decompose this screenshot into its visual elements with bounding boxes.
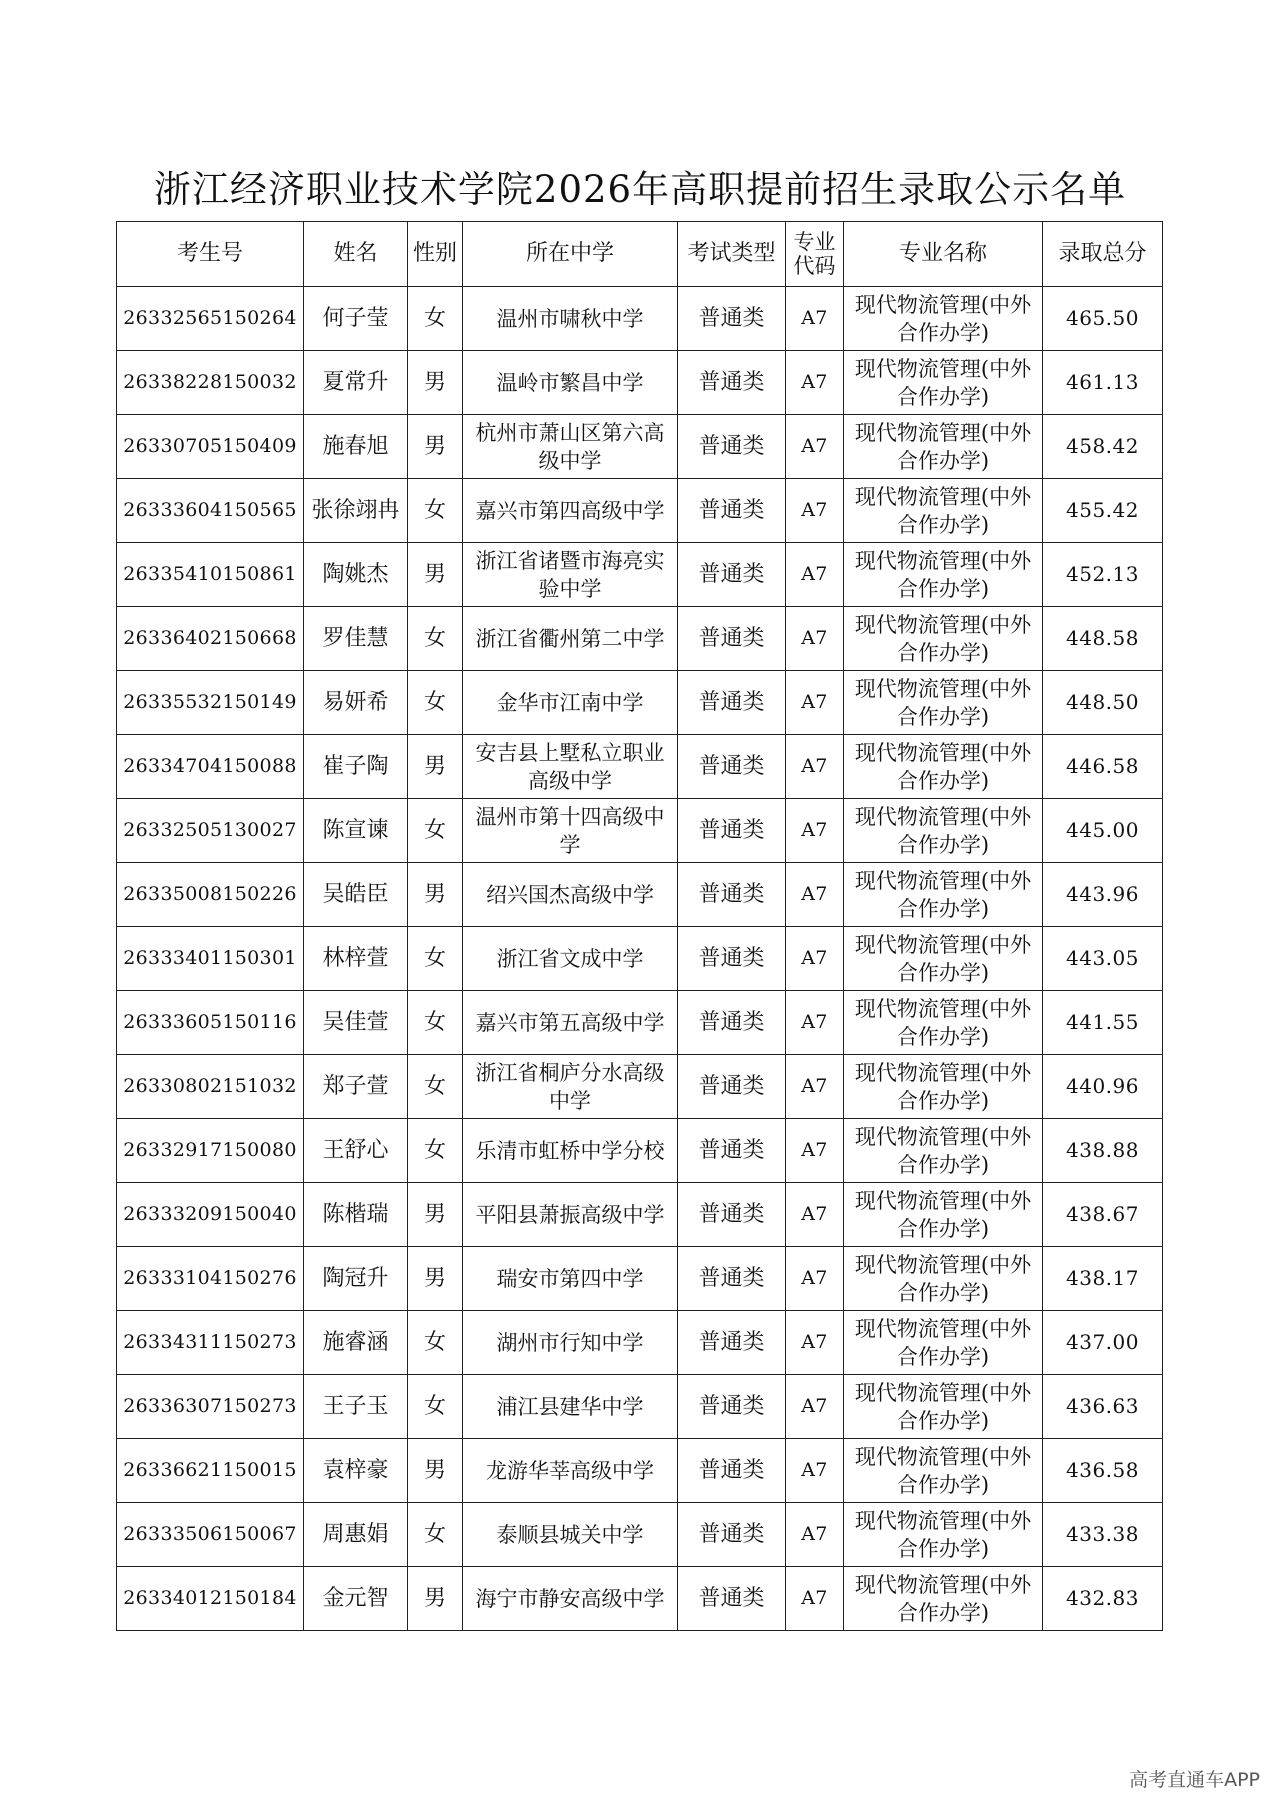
exam-number-cell: 26333209150040: [117, 1183, 304, 1247]
exam-type-cell: 普通类: [678, 607, 786, 671]
gender-cell: 女: [408, 799, 463, 863]
major-name-cell: 现代物流管理(中外合作办学): [844, 927, 1043, 991]
name-cell: 王舒心: [304, 1119, 408, 1183]
table-row: [117, 543, 1163, 607]
gender-cell: 男: [408, 1439, 463, 1503]
major-name-cell: 现代物流管理(中外合作办学): [844, 799, 1043, 863]
school-cell: 海宁市静安高级中学: [463, 1567, 678, 1631]
exam-type-cell: 普通类: [678, 543, 786, 607]
total-score-cell: 443.96: [1043, 863, 1163, 927]
name-cell: 周惠娟: [304, 1503, 408, 1567]
name-cell: 陶冠升: [304, 1247, 408, 1311]
major-name-cell: 现代物流管理(中外合作办学): [844, 863, 1043, 927]
exam-type-cell: 普通类: [678, 671, 786, 735]
exam-type-cell: 普通类: [678, 1503, 786, 1567]
major-code-cell: A7: [786, 479, 844, 543]
exam-number-cell: 26335410150861: [117, 543, 304, 607]
total-score-cell: 452.13: [1043, 543, 1163, 607]
school-cell: 泰顺县城关中学: [463, 1503, 678, 1567]
school-cell: 温州市啸秋中学: [463, 287, 678, 351]
admission-table: [116, 221, 1163, 1631]
exam-number-cell: 26335532150149: [117, 671, 304, 735]
school-cell: 浦江县建华中学: [463, 1375, 678, 1439]
major-name-cell: 现代物流管理(中外合作办学): [844, 607, 1043, 671]
table-row: [117, 991, 1163, 1055]
school-cell: 嘉兴市第四高级中学: [463, 479, 678, 543]
school-cell: 乐清市虹桥中学分校: [463, 1119, 678, 1183]
exam-type-cell: 普通类: [678, 1055, 786, 1119]
name-cell: 施春旭: [304, 415, 408, 479]
major-code-cell: A7: [786, 735, 844, 799]
gender-cell: 男: [408, 351, 463, 415]
exam-number-cell: 26334704150088: [117, 735, 304, 799]
exam-type-cell: 普通类: [678, 1247, 786, 1311]
school-cell: 嘉兴市第五高级中学: [463, 991, 678, 1055]
school-cell: 平阳县萧振高级中学: [463, 1183, 678, 1247]
major-name-cell: 现代物流管理(中外合作办学): [844, 991, 1043, 1055]
table-row: [117, 287, 1163, 351]
gender-cell: 男: [408, 863, 463, 927]
name-cell: 张徐翊冉: [304, 479, 408, 543]
exam-type-cell: 普通类: [678, 1567, 786, 1631]
major-name-cell: 现代物流管理(中外合作办学): [844, 287, 1043, 351]
table-row: [117, 607, 1163, 671]
table-row: [117, 735, 1163, 799]
table-row: [117, 479, 1163, 543]
gender-cell: 女: [408, 1503, 463, 1567]
gender-cell: 女: [408, 1119, 463, 1183]
school-cell: 浙江省文成中学: [463, 927, 678, 991]
exam-number-cell: 26330802151032: [117, 1055, 304, 1119]
name-cell: 罗佳慧: [304, 607, 408, 671]
name-cell: 吴皓臣: [304, 863, 408, 927]
name-cell: 金元智: [304, 1567, 408, 1631]
name-cell: 林梓萱: [304, 927, 408, 991]
school-cell: 浙江省诸暨市海亮实验中学: [463, 543, 678, 607]
gender-cell: 男: [408, 735, 463, 799]
exam-type-cell: 普通类: [678, 927, 786, 991]
major-name-cell: 现代物流管理(中外合作办学): [844, 1055, 1043, 1119]
major-code-cell: A7: [786, 1311, 844, 1375]
header-exam-type: 考试类型: [678, 222, 786, 287]
major-name-cell: 现代物流管理(中外合作办学): [844, 415, 1043, 479]
major-code-cell: A7: [786, 927, 844, 991]
major-name-cell: 现代物流管理(中外合作办学): [844, 351, 1043, 415]
major-name-cell: 现代物流管理(中外合作办学): [844, 1119, 1043, 1183]
major-code-cell: A7: [786, 415, 844, 479]
exam-type-cell: 普通类: [678, 863, 786, 927]
name-cell: 陈宣谏: [304, 799, 408, 863]
gender-cell: 女: [408, 1375, 463, 1439]
major-name-cell: 现代物流管理(中外合作办学): [844, 1375, 1043, 1439]
table-row: [117, 415, 1163, 479]
gender-cell: 女: [408, 479, 463, 543]
name-cell: 王子玉: [304, 1375, 408, 1439]
major-code-cell: A7: [786, 991, 844, 1055]
page-title: 浙江经济职业技术学院2026年高职提前招生录取公示名单: [153, 168, 1127, 211]
exam-type-cell: 普通类: [678, 479, 786, 543]
major-code-cell: A7: [786, 1055, 844, 1119]
major-name-cell: 现代物流管理(中外合作办学): [844, 479, 1043, 543]
major-name-cell: 现代物流管理(中外合作办学): [844, 1247, 1043, 1311]
exam-number-cell: 26333506150067: [117, 1503, 304, 1567]
total-score-cell: 438.88: [1043, 1119, 1163, 1183]
total-score-cell: 448.58: [1043, 607, 1163, 671]
exam-number-cell: 26338228150032: [117, 351, 304, 415]
major-code-cell: A7: [786, 1503, 844, 1567]
total-score-cell: 446.58: [1043, 735, 1163, 799]
table-row: [117, 1183, 1163, 1247]
exam-number-cell: 26336621150015: [117, 1439, 304, 1503]
exam-type-cell: 普通类: [678, 415, 786, 479]
exam-type-cell: 普通类: [678, 1375, 786, 1439]
gender-cell: 女: [408, 991, 463, 1055]
exam-number-cell: 26332565150264: [117, 287, 304, 351]
name-cell: 陶姚杰: [304, 543, 408, 607]
major-name-cell: 现代物流管理(中外合作办学): [844, 1503, 1043, 1567]
exam-number-cell: 26333104150276: [117, 1247, 304, 1311]
total-score-cell: 441.55: [1043, 991, 1163, 1055]
table-row: [117, 863, 1163, 927]
major-code-cell: A7: [786, 607, 844, 671]
name-cell: 何子莹: [304, 287, 408, 351]
watermark-text: 高考直通车APP: [1129, 1769, 1260, 1791]
major-code-cell: A7: [786, 351, 844, 415]
gender-cell: 女: [408, 671, 463, 735]
exam-number-cell: 26332505130027: [117, 799, 304, 863]
header-major-name: 专业名称: [844, 222, 1043, 287]
header-gender: 性别: [408, 222, 463, 287]
name-cell: 陈楷瑞: [304, 1183, 408, 1247]
exam-number-cell: 26336402150668: [117, 607, 304, 671]
exam-number-cell: 26334311150273: [117, 1311, 304, 1375]
gender-cell: 女: [408, 1055, 463, 1119]
school-cell: 绍兴国杰高级中学: [463, 863, 678, 927]
gender-cell: 女: [408, 607, 463, 671]
exam-type-cell: 普通类: [678, 1183, 786, 1247]
header-exam-number: 考生号: [117, 222, 304, 287]
school-cell: 温岭市繁昌中学: [463, 351, 678, 415]
major-code-cell: A7: [786, 863, 844, 927]
major-code-cell: A7: [786, 671, 844, 735]
major-code-cell: A7: [786, 799, 844, 863]
header-name: 姓名: [304, 222, 408, 287]
exam-number-cell: 26333401150301: [117, 927, 304, 991]
major-code-cell: A7: [786, 287, 844, 351]
gender-cell: 女: [408, 287, 463, 351]
exam-number-cell: 26332917150080: [117, 1119, 304, 1183]
table-row: [117, 1439, 1163, 1503]
table-row: [117, 671, 1163, 735]
exam-type-cell: 普通类: [678, 799, 786, 863]
exam-type-cell: 普通类: [678, 1439, 786, 1503]
table-row: [117, 1503, 1163, 1567]
total-score-cell: 438.67: [1043, 1183, 1163, 1247]
exam-type-cell: 普通类: [678, 351, 786, 415]
total-score-cell: 438.17: [1043, 1247, 1163, 1311]
total-score-cell: 436.63: [1043, 1375, 1163, 1439]
major-code-cell: A7: [786, 1375, 844, 1439]
total-score-cell: 437.00: [1043, 1311, 1163, 1375]
table-row: [117, 1311, 1163, 1375]
major-code-cell: A7: [786, 543, 844, 607]
school-cell: 安吉县上墅私立职业高级中学: [463, 735, 678, 799]
name-cell: 袁梓豪: [304, 1439, 408, 1503]
major-name-cell: 现代物流管理(中外合作办学): [844, 1567, 1043, 1631]
total-score-cell: 448.50: [1043, 671, 1163, 735]
major-name-cell: 现代物流管理(中外合作办学): [844, 1439, 1043, 1503]
total-score-cell: 455.42: [1043, 479, 1163, 543]
total-score-cell: 433.38: [1043, 1503, 1163, 1567]
school-cell: 湖州市行知中学: [463, 1311, 678, 1375]
table-row: [117, 1055, 1163, 1119]
exam-number-cell: 26334012150184: [117, 1567, 304, 1631]
school-cell: 浙江省衢州第二中学: [463, 607, 678, 671]
table-row: [117, 1247, 1163, 1311]
header-total-score: 录取总分: [1043, 222, 1163, 287]
name-cell: 崔子陶: [304, 735, 408, 799]
table-row: [117, 351, 1163, 415]
total-score-cell: 443.05: [1043, 927, 1163, 991]
header-row: [117, 222, 1163, 287]
major-code-cell: A7: [786, 1247, 844, 1311]
exam-number-cell: 26336307150273: [117, 1375, 304, 1439]
total-score-cell: 458.42: [1043, 415, 1163, 479]
major-code-cell: A7: [786, 1439, 844, 1503]
exam-type-cell: 普通类: [678, 735, 786, 799]
major-code-cell: A7: [786, 1119, 844, 1183]
gender-cell: 女: [408, 927, 463, 991]
gender-cell: 女: [408, 1311, 463, 1375]
school-cell: 杭州市萧山区第六高级中学: [463, 415, 678, 479]
exam-number-cell: 26335008150226: [117, 863, 304, 927]
gender-cell: 男: [408, 1247, 463, 1311]
gender-cell: 男: [408, 1567, 463, 1631]
exam-type-cell: 普通类: [678, 1311, 786, 1375]
exam-type-cell: 普通类: [678, 1119, 786, 1183]
major-name-cell: 现代物流管理(中外合作办学): [844, 543, 1043, 607]
exam-type-cell: 普通类: [678, 287, 786, 351]
gender-cell: 男: [408, 415, 463, 479]
exam-type-cell: 普通类: [678, 991, 786, 1055]
table-row: [117, 927, 1163, 991]
name-cell: 施睿涵: [304, 1311, 408, 1375]
school-cell: 金华市江南中学: [463, 671, 678, 735]
major-code-cell: A7: [786, 1567, 844, 1631]
gender-cell: 男: [408, 1183, 463, 1247]
total-score-cell: 432.83: [1043, 1567, 1163, 1631]
total-score-cell: 445.00: [1043, 799, 1163, 863]
major-code-cell: A7: [786, 1183, 844, 1247]
table-row: [117, 799, 1163, 863]
major-name-cell: 现代物流管理(中外合作办学): [844, 1311, 1043, 1375]
header-school: 所在中学: [463, 222, 678, 287]
total-score-cell: 465.50: [1043, 287, 1163, 351]
major-name-cell: 现代物流管理(中外合作办学): [844, 1183, 1043, 1247]
gender-cell: 男: [408, 543, 463, 607]
name-cell: 夏常升: [304, 351, 408, 415]
total-score-cell: 436.58: [1043, 1439, 1163, 1503]
school-cell: 温州市第十四高级中学: [463, 799, 678, 863]
name-cell: 郑子萱: [304, 1055, 408, 1119]
school-cell: 龙游华莘高级中学: [463, 1439, 678, 1503]
major-name-cell: 现代物流管理(中外合作办学): [844, 671, 1043, 735]
school-cell: 浙江省桐庐分水高级中学: [463, 1055, 678, 1119]
table-row: [117, 1567, 1163, 1631]
header-major-code: 专业代码: [786, 222, 844, 287]
exam-number-cell: 26330705150409: [117, 415, 304, 479]
table-row: [117, 1119, 1163, 1183]
total-score-cell: 461.13: [1043, 351, 1163, 415]
name-cell: 吴佳萱: [304, 991, 408, 1055]
major-name-cell: 现代物流管理(中外合作办学): [844, 735, 1043, 799]
total-score-cell: 440.96: [1043, 1055, 1163, 1119]
exam-number-cell: 26333604150565: [117, 479, 304, 543]
school-cell: 瑞安市第四中学: [463, 1247, 678, 1311]
name-cell: 易妍希: [304, 671, 408, 735]
table-row: [117, 1375, 1163, 1439]
exam-number-cell: 26333605150116: [117, 991, 304, 1055]
